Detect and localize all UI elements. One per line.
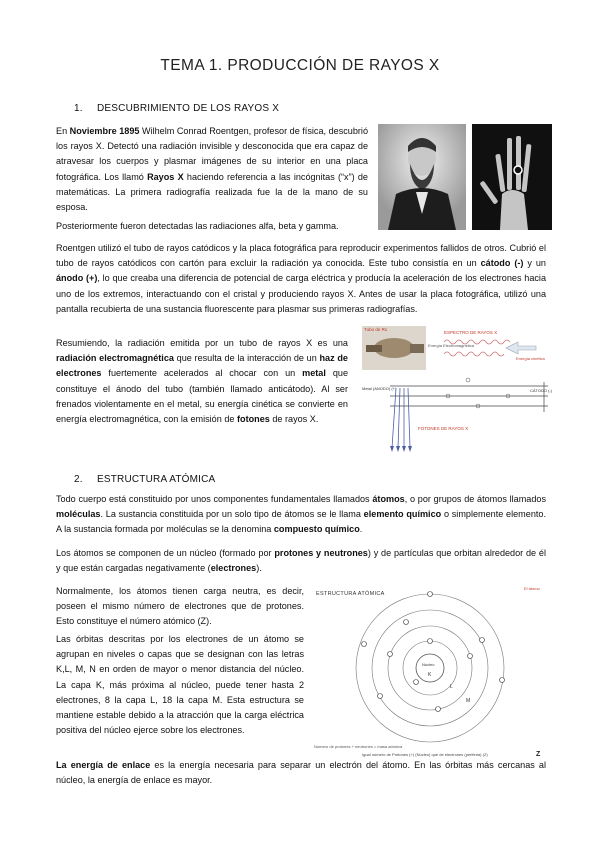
hand-xray-image bbox=[472, 124, 552, 230]
metal-label: Metal (ANODO) (+) bbox=[362, 386, 397, 391]
shell-k-label: K bbox=[428, 672, 432, 678]
protones-bold: protones y neutrones bbox=[274, 548, 368, 558]
atomos-bold: átomos bbox=[372, 494, 405, 504]
text: Los átomos se componen de un núcleo (formado por bbox=[56, 548, 275, 558]
atom-caption-1: Número de protones + neutrones = masa atómica bbox=[314, 744, 403, 749]
section-2-heading bbox=[74, 474, 215, 485]
text: . bbox=[359, 524, 363, 535]
s2-paragraph-4: Las órbitas descritas por los electrones de un átomo se agrupan en niveles o capas que se designan con las letras K,L, M, N en orden de mayor o menor distancia del núcleo. La capa K, más próxima al núcleo, puede tener hasta 2 electrones, 8 la capa L, 18 la capa M. Esta estructura se mantiene estable debido a la atracción que la carga eléctrica positiva del núcleo ejerce sobre los electrones. bbox=[56, 634, 304, 736]
s2-paragraph-5 bbox=[56, 758, 546, 788]
text: Roentgen utilizó el tubo de rayos catódicos y la placa fotográfica para reproducir experimentos fallidos de otros. Cubrió el tubo de rayos catódicos con cartón para excluir la radiación ya conocida. Este tubo consistía en un bbox=[56, 243, 546, 269]
shell-m-label: M bbox=[466, 698, 471, 704]
date-bold: Noviembre 1895 bbox=[69, 126, 140, 136]
section-2-title: ESTRUCTURA ATÓMICA bbox=[96, 474, 216, 485]
electrones-bold: electrones bbox=[210, 563, 257, 574]
text: Resumiendo, la radiación emitida por un tubo de rayos X es una bbox=[56, 338, 348, 348]
photons-label: FOTONES DE RAYOS X bbox=[418, 426, 469, 431]
spectrum-label: ESPECTRO DE RAYOS X bbox=[444, 330, 498, 335]
text: ). bbox=[256, 563, 262, 574]
text: . La sustancia constituida por un solo tipo de átomos se le llama bbox=[100, 509, 364, 520]
elemento-bold: elemento químico bbox=[363, 509, 442, 520]
text: que resulta de la interacción de un bbox=[173, 353, 320, 364]
text: En bbox=[56, 126, 70, 136]
s1-paragraph-2: Posteriormente fueron detectadas las radiaciones alfa, beta y gamma. bbox=[56, 221, 339, 231]
s1-paragraph-4 bbox=[56, 336, 348, 427]
compuesto-bold: compuesto químico bbox=[273, 524, 360, 535]
section-1-number: 1. bbox=[74, 103, 83, 114]
text: es la energía necesaria para separar un electrón del átomo. En las órbitas más cercanas al núcleo, la energía de enlace es mayor. bbox=[56, 760, 547, 786]
metal-bold: metal bbox=[302, 368, 326, 379]
atomic-structure-diagram bbox=[310, 584, 550, 760]
nucleus-label: Núcleo bbox=[422, 662, 435, 667]
s2-paragraph-2 bbox=[56, 546, 546, 576]
fotones-bold: fotones bbox=[236, 414, 270, 425]
text: fuertemente acelerados al chocar con un bbox=[101, 368, 303, 379]
text: , lo que creaba una diferencia de potencial de carga eléctrica y producía la aceleración de los electrones hacia uno de los extremos, interactuando con el cristal y produciendo rayos X. Antes de usar la placa fotográfica, utilizó una pantalla recubierta de una sustancia fluorescente para plasmar sus primeras radiografías. bbox=[56, 273, 546, 314]
text: ) y de partículas que orbitan alrededor de él y que están cargadas negativamente ( bbox=[56, 548, 546, 574]
roentgen-portrait bbox=[378, 124, 466, 230]
tube-label: Tubo de Rx bbox=[364, 327, 388, 332]
s1-paragraph-1 bbox=[56, 124, 368, 215]
moleculas-bold: moléculas bbox=[56, 509, 101, 520]
atom-caption-2: Igual número de Protones (+) (Núcleo) que de electrones (periferia) (Z) bbox=[362, 752, 488, 757]
text: que constituye el ánodo del tubo (también llamado anticátodo). Al ser frenados violentamente en el metal, su energía cinética se convierte en energía electromagnética, con la emisión de bbox=[56, 368, 349, 425]
rayos-x-bold: Rayos X bbox=[147, 171, 184, 182]
section-1-heading bbox=[74, 103, 279, 114]
shell-l-label: L bbox=[450, 684, 453, 690]
text: o simplemente elemento. A la sustancia formada por moléculas se la denomina bbox=[56, 509, 546, 535]
atom-caption-z: Z bbox=[536, 751, 541, 758]
text: Todo cuerpo está constituido por unos componentes fundamentales llamados bbox=[56, 494, 373, 504]
atom-corner-label: El átomo bbox=[524, 586, 540, 591]
kinetic-energy-label: Energía cinética bbox=[516, 356, 545, 361]
em-energy-label: Energía Electromagnética bbox=[428, 343, 475, 348]
energia-enlace-bold: La energía de enlace bbox=[56, 760, 151, 770]
xray-tube-diagram bbox=[358, 322, 554, 454]
atom-diagram-title: ESTRUCTURA ATÓMICA bbox=[316, 591, 385, 597]
text: y un bbox=[523, 258, 546, 269]
catodo-bold: cátodo (-) bbox=[480, 258, 524, 269]
text: Wilhelm Conrad Roentgen, profesor de física, descubrió los rayos X. Detectó una radiación invisible y desconocida que era capaz de atravesar los cuerpos y plasmar imágenes de su interior en una placa fotográfica. Los llamó bbox=[56, 126, 369, 182]
text: , o por grupos de átomos llamados bbox=[404, 494, 546, 504]
page-title: TEMA 1. PRODUCCIÓN DE RAYOS X bbox=[160, 57, 440, 74]
text: de rayos X. bbox=[269, 414, 319, 425]
s2-paragraph-3: Normalmente, los átomos tienen carga neutra, es decir, poseen el mismo número de electrones que de protones. Esto constituye el número atómico (Z). bbox=[56, 586, 304, 627]
anodo-bold: ánodo (+) bbox=[56, 273, 98, 284]
s2-paragraph-1 bbox=[56, 492, 546, 538]
section-1-title: DESCUBRIMIENTO DE LOS RAYOS X bbox=[96, 103, 280, 114]
rad-em-bold: radiación electromagnética bbox=[56, 353, 174, 364]
s1-paragraph-3 bbox=[56, 241, 546, 317]
section-2-number: 2. bbox=[74, 474, 83, 485]
cathode-label: CÁTODO (-) bbox=[530, 388, 553, 393]
haz-bold: haz de electrones bbox=[56, 353, 348, 379]
text: haciendo referencia a las incógnitas (“x”) de matemáticas. La primera radiografía realizada fue la de la mano de su esposa. bbox=[56, 171, 368, 213]
